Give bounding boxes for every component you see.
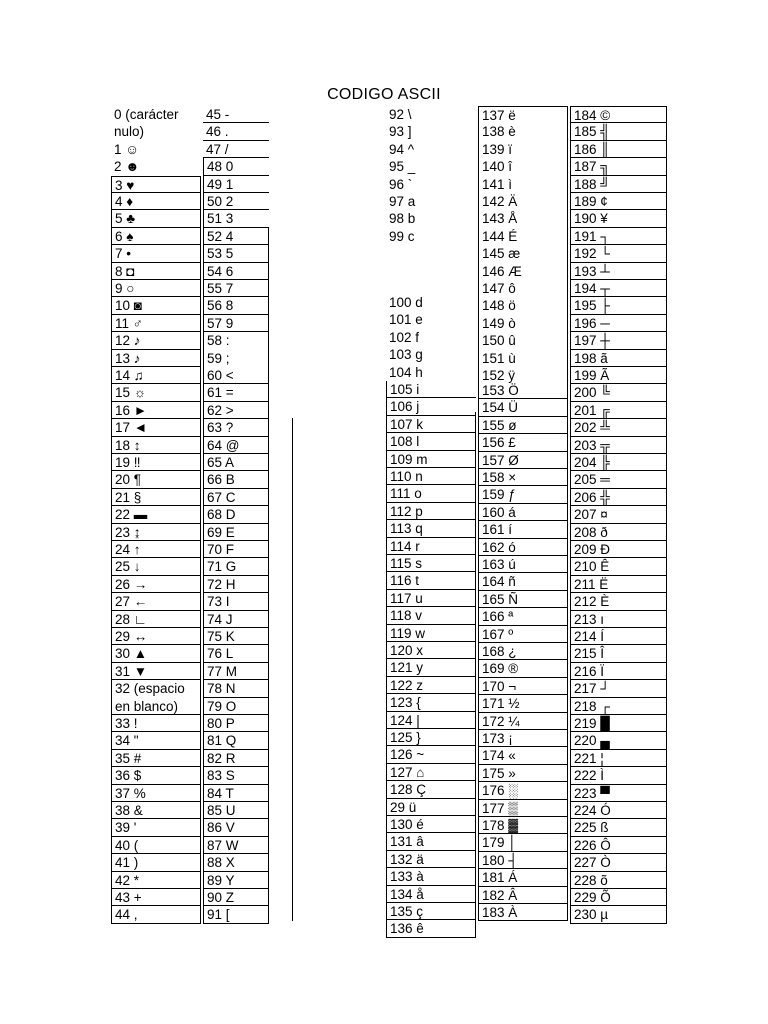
ascii-entry: 91 [	[203, 906, 269, 923]
ascii-entry: 88 X	[203, 854, 269, 871]
ascii-entry: 154 Ü	[478, 399, 568, 416]
ascii-entry: 60 <	[203, 367, 269, 384]
ascii-entry: 173 ¡	[478, 730, 568, 747]
ascii-entry: 229 Õ	[570, 889, 667, 906]
ascii-entry: 64 @	[203, 437, 269, 454]
ascii-entry: 209 Ð	[570, 541, 667, 558]
ascii-entry: 112 p	[386, 503, 476, 520]
ascii-entry: 7 •	[111, 245, 201, 262]
ascii-entry: 47 /	[203, 141, 269, 158]
ascii-entry: 24 ↑	[111, 541, 201, 558]
ascii-entry: 133 à	[386, 868, 476, 885]
ascii-entry: 225 ß	[570, 819, 667, 836]
ascii-entry: 183 À	[478, 904, 568, 921]
ascii-entry: 31 ▼	[111, 663, 201, 680]
ascii-entry: 205 ═	[570, 471, 667, 488]
ascii-entry: 19 ‼	[111, 454, 201, 471]
ascii-entry: 156 £	[478, 434, 568, 451]
ascii-entry: 10 ◙	[111, 297, 201, 314]
ascii-entry: 142 Ä	[478, 193, 568, 210]
ascii-entry: 49 1	[203, 176, 269, 193]
ascii-entry: 86 V	[203, 819, 269, 836]
ascii-entry: 50 2	[203, 193, 269, 210]
ascii-entry: 110 n	[386, 468, 476, 485]
ascii-entry: 176 ░	[478, 782, 568, 799]
ascii-entry: 224 Ó	[570, 802, 667, 819]
ascii-entry: 11 ♂	[111, 315, 201, 332]
ascii-entry: 5 ♣	[111, 210, 201, 227]
ascii-entry: 34 "	[111, 732, 201, 749]
ascii-entry: 99 c	[389, 228, 415, 244]
ascii-entry: 119 w	[386, 625, 476, 642]
ascii-entry: 131 â	[386, 833, 476, 850]
ascii-entry: 103 g	[389, 347, 423, 363]
ascii-entry: 38 &	[111, 802, 201, 819]
ascii-entry: 74 J	[203, 611, 269, 628]
column-2-extra-border	[292, 418, 293, 921]
ascii-entry: 92 \	[389, 107, 412, 122]
ascii-entry: 48 0	[203, 158, 269, 175]
ascii-entry: 16 ►	[111, 402, 201, 419]
ascii-entry: 42 *	[111, 872, 201, 889]
ascii-entry: 158 ×	[478, 469, 568, 486]
ascii-entry: 214 Í	[570, 628, 667, 645]
ascii-entry: 27 ←	[111, 593, 201, 610]
ascii-entry: 13 ♪	[111, 350, 201, 367]
ascii-entry: 171 ½	[478, 695, 568, 712]
ascii-entry: 67 C	[203, 489, 269, 506]
ascii-entry: 6 ♠	[111, 228, 201, 245]
ascii-entry: 167 º	[478, 626, 568, 643]
ascii-entry: 153 Ö	[478, 382, 568, 399]
ascii-entry: 32 (espacio	[111, 680, 201, 697]
ascii-entry: 215 Î	[570, 645, 667, 662]
ascii-entry: 216 Ï	[570, 663, 667, 680]
ascii-entry: 65 A	[203, 454, 269, 471]
ascii-entry: 197 ┼	[570, 332, 667, 349]
ascii-entry: 79 O	[203, 698, 269, 715]
ascii-entry: 75 K	[203, 628, 269, 645]
ascii-entry: 223 ▀	[570, 785, 667, 802]
ascii-entry: 170 ¬	[478, 678, 568, 695]
ascii-entry: 72 H	[203, 576, 269, 593]
ascii-entry: 175 »	[478, 765, 568, 782]
ascii-entry: 143 Å	[478, 210, 568, 227]
ascii-entry: 12 ♪	[111, 332, 201, 349]
ascii-entry: 2 ☻	[114, 159, 140, 175]
ascii-entry: 147 ô	[478, 280, 568, 297]
ascii-entry: 41 )	[111, 854, 201, 871]
ascii-entry: 46 .	[203, 123, 269, 140]
ascii-entry: 40 (	[111, 837, 201, 854]
ascii-entry: 230 µ	[570, 906, 667, 923]
ascii-entry: 52 4	[203, 228, 269, 245]
ascii-entry: 101 e	[389, 312, 423, 328]
ascii-entry: 23 ↨	[111, 524, 201, 541]
ascii-entry: 97 a	[389, 194, 416, 209]
ascii-entry: 98 b	[389, 211, 416, 227]
ascii-entry: 18 ↕	[111, 437, 201, 454]
ascii-entry: 138 è	[478, 123, 568, 140]
ascii-entry: 146 Æ	[478, 263, 568, 280]
ascii-entry: 68 D	[203, 506, 269, 523]
ascii-entry: 39 '	[111, 819, 201, 836]
ascii-entry: 76 L	[203, 645, 269, 662]
ascii-entry: 57 9	[203, 315, 269, 332]
ascii-entry: 128 Ç	[386, 781, 476, 798]
ascii-entry: 21 §	[111, 489, 201, 506]
ascii-entry: 192 └	[570, 245, 667, 262]
ascii-entry: 161 í	[478, 521, 568, 538]
ascii-entry: 70 F	[203, 541, 269, 558]
ascii-entry: 162 ó	[478, 539, 568, 556]
ascii-entry: 89 Y	[203, 872, 269, 889]
ascii-entry: 179 │	[478, 834, 568, 851]
ascii-entry: 115 s	[386, 555, 476, 572]
ascii-entry: 206 ╬	[570, 489, 667, 506]
ascii-entry: 83 S	[203, 767, 269, 784]
ascii-entry: 149 ò	[478, 315, 568, 332]
ascii-entry: 222 Ì	[570, 767, 667, 784]
ascii-entry: 37 %	[111, 785, 201, 802]
ascii-entry: 22 ▬	[111, 506, 201, 523]
ascii-entry: 26 →	[111, 576, 201, 593]
ascii-entry: 136 ê	[386, 920, 476, 937]
ascii-entry: 144 É	[478, 228, 568, 245]
ascii-entry: 226 Ô	[570, 837, 667, 854]
ascii-entry: 25 ↓	[111, 558, 201, 575]
ascii-entry: 84 T	[203, 785, 269, 802]
ascii-entry: 212 È	[570, 593, 667, 610]
ascii-entry: 29 ↔	[111, 628, 201, 645]
ascii-entry: 139 ï	[478, 141, 568, 158]
ascii-entry: 17 ◄	[111, 419, 201, 436]
ascii-entry: 191 ┐	[570, 228, 667, 245]
ascii-entry: nulo)	[114, 124, 145, 140]
ascii-entry: 221 ¦	[570, 750, 667, 767]
ascii-entry: 59 ;	[203, 350, 269, 367]
ascii-entry: 56 8	[203, 297, 269, 314]
ascii-entry: 96 `	[389, 176, 413, 192]
ascii-entry: 100 d	[389, 295, 423, 310]
ascii-entry: 218 ┌	[570, 698, 667, 715]
ascii-entry: 130 é	[386, 816, 476, 833]
ascii-entry: 194 ┬	[570, 280, 667, 297]
ascii-entry: 135 ç	[386, 903, 476, 920]
ascii-entry: 169 ®	[478, 660, 568, 677]
ascii-entry: 202 ╩	[570, 419, 667, 436]
ascii-entry: 208 ð	[570, 524, 667, 541]
ascii-entry: 73 I	[203, 593, 269, 610]
ascii-entry: 43 +	[111, 889, 201, 906]
ascii-entry: 8 ◘	[111, 263, 201, 280]
ascii-entry: 35 #	[111, 750, 201, 767]
ascii-entry: 150 û	[478, 332, 568, 349]
ascii-entry: 120 x	[386, 642, 476, 659]
ascii-entry: 33 !	[111, 715, 201, 732]
ascii-entry: 201 ╔	[570, 402, 667, 419]
ascii-entry: 174 «	[478, 747, 568, 764]
ascii-entry: 45 -	[203, 106, 269, 123]
ascii-entry: 28 ∟	[111, 611, 201, 628]
ascii-entry: 203 ╦	[570, 437, 667, 454]
ascii-entry: 61 =	[203, 384, 269, 401]
ascii-entry: 109 m	[386, 451, 476, 468]
ascii-entry: 152 ÿ	[478, 367, 568, 384]
ascii-entry: 122 z	[386, 677, 476, 694]
ascii-entry: 141 ì	[478, 176, 568, 193]
ascii-entry: 116 t	[386, 572, 476, 589]
ascii-entry: 196 ─	[570, 315, 667, 332]
ascii-entry: 145 æ	[478, 245, 568, 262]
ascii-entry: 125 }	[386, 729, 476, 746]
ascii-entry: 1 ☺	[114, 141, 140, 157]
ascii-entry: 71 G	[203, 558, 269, 575]
ascii-entry: 127 ⌂	[386, 764, 476, 781]
ascii-entry: 182 Â	[478, 887, 568, 904]
ascii-entry: 227 Ò	[570, 854, 667, 871]
ascii-entry: 113 q	[386, 520, 476, 537]
ascii-entry: 189 ¢	[570, 193, 667, 210]
ascii-entry: 107 k	[386, 416, 476, 433]
ascii-entry: 187 ╗	[570, 158, 667, 175]
ascii-entry: 14 ♫	[111, 367, 201, 384]
ascii-entry: 140 î	[478, 158, 568, 175]
ascii-entry: 186 ║	[570, 141, 667, 158]
ascii-entry: 51 3	[203, 210, 269, 227]
ascii-entry: 204 ╠	[570, 454, 667, 471]
ascii-entry: 190 ¥	[570, 210, 667, 227]
ascii-entry: 220 ▄	[570, 732, 667, 749]
ascii-entry: 217 ┘	[570, 680, 667, 697]
ascii-entry: 77 M	[203, 663, 269, 680]
ascii-entry: 87 W	[203, 837, 269, 854]
ascii-entry: 81 Q	[203, 732, 269, 749]
ascii-entry: 62 >	[203, 402, 269, 419]
ascii-entry: 172 ¼	[478, 713, 568, 730]
ascii-entry: 58 :	[203, 332, 269, 349]
ascii-entry: 108 l	[386, 433, 476, 450]
ascii-entry: 94 ^	[389, 141, 415, 157]
ascii-entry: 82 R	[203, 750, 269, 767]
ascii-entry: 134 å	[386, 886, 476, 903]
ascii-entry: 184 ©	[570, 106, 667, 123]
ascii-entry: 4 ♦	[111, 193, 201, 210]
ascii-entry: 159 ƒ	[478, 486, 568, 503]
column-3-extra-border	[475, 412, 476, 935]
ascii-entry: 124 |	[386, 712, 476, 729]
ascii-entry: 200 ╚	[570, 384, 667, 401]
ascii-entry: 121 y	[386, 659, 476, 676]
ascii-entry: 165 Ñ	[478, 591, 568, 608]
ascii-entry: 30 ▲	[111, 645, 201, 662]
ascii-entry: 211 Ë	[570, 576, 667, 593]
ascii-entry: 104 h	[389, 364, 423, 380]
ascii-entry: 69 E	[203, 524, 269, 541]
ascii-entry: 78 N	[203, 680, 269, 697]
ascii-entry: 9 ○	[111, 280, 201, 297]
ascii-entry: 180 ┤	[478, 852, 568, 869]
ascii-entry: 160 á	[478, 504, 568, 521]
ascii-entry: 157 Ø	[478, 452, 568, 469]
ascii-entry: 117 u	[386, 590, 476, 607]
ascii-entry: 198 ã	[570, 350, 667, 367]
ascii-entry: 132 ä	[386, 851, 476, 868]
ascii-entry: 36 $	[111, 767, 201, 784]
ascii-entry: 63 ?	[203, 419, 269, 436]
ascii-entry: 54 6	[203, 263, 269, 280]
ascii-entry: 118 v	[386, 607, 476, 624]
ascii-entry: 123 {	[386, 694, 476, 711]
ascii-entry: 199 Ã	[570, 367, 667, 384]
ascii-entry: 155 ø	[478, 417, 568, 434]
ascii-entry: 178 ▓	[478, 817, 568, 834]
ascii-entry: 20 ¶	[111, 471, 201, 488]
ascii-entry: 195 ├	[570, 297, 667, 314]
ascii-entry: 181 Á	[478, 869, 568, 886]
ascii-entry: 177 ▒	[478, 800, 568, 817]
ascii-entry: 80 P	[203, 715, 269, 732]
ascii-entry: 185 ╣	[570, 123, 667, 140]
ascii-entry: 228 õ	[570, 872, 667, 889]
ascii-entry: en blanco)	[111, 698, 201, 715]
ascii-entry: 93 ]	[389, 124, 412, 140]
ascii-entry: 90 Z	[203, 889, 269, 906]
ascii-entry: 66 B	[203, 471, 269, 488]
ascii-entry: 3 ♥	[111, 176, 201, 193]
ascii-entry: 166 ª	[478, 608, 568, 625]
ascii-entry: 114 r	[386, 538, 476, 555]
ascii-entry: 15 ☼	[111, 384, 201, 401]
ascii-entry: 164 ñ	[478, 573, 568, 590]
ascii-entry: 219 █	[570, 715, 667, 732]
ascii-entry: 210 Ê	[570, 558, 667, 575]
ascii-entry: 85 U	[203, 802, 269, 819]
ascii-entry: 168 ¿	[478, 643, 568, 660]
ascii-entry: 53 5	[203, 245, 269, 262]
ascii-entry: 0 (carácter	[114, 107, 179, 122]
ascii-entry: 193 ┴	[570, 263, 667, 280]
ascii-entry: 148 ö	[478, 297, 568, 314]
page-title: CODIGO ASCII	[327, 86, 441, 103]
ascii-entry: 105 i	[386, 381, 476, 398]
ascii-entry: 102 f	[389, 329, 420, 345]
ascii-entry: 44 ,	[111, 906, 201, 923]
ascii-entry: 213 ı	[570, 611, 667, 628]
ascii-entry: 95 _	[389, 159, 416, 175]
ascii-entry: 151 ù	[478, 350, 568, 367]
ascii-entry: 55 7	[203, 280, 269, 297]
ascii-entry: 188 ╝	[570, 176, 667, 193]
ascii-entry: 126 ~	[386, 746, 476, 763]
ascii-entry: 29 ü	[386, 799, 476, 816]
ascii-entry: 207 ¤	[570, 506, 667, 523]
ascii-entry: 106 j	[386, 398, 476, 415]
ascii-entry: 137 ë	[478, 106, 568, 123]
ascii-entry: 163 ú	[478, 556, 568, 573]
ascii-entry: 111 o	[386, 485, 476, 502]
